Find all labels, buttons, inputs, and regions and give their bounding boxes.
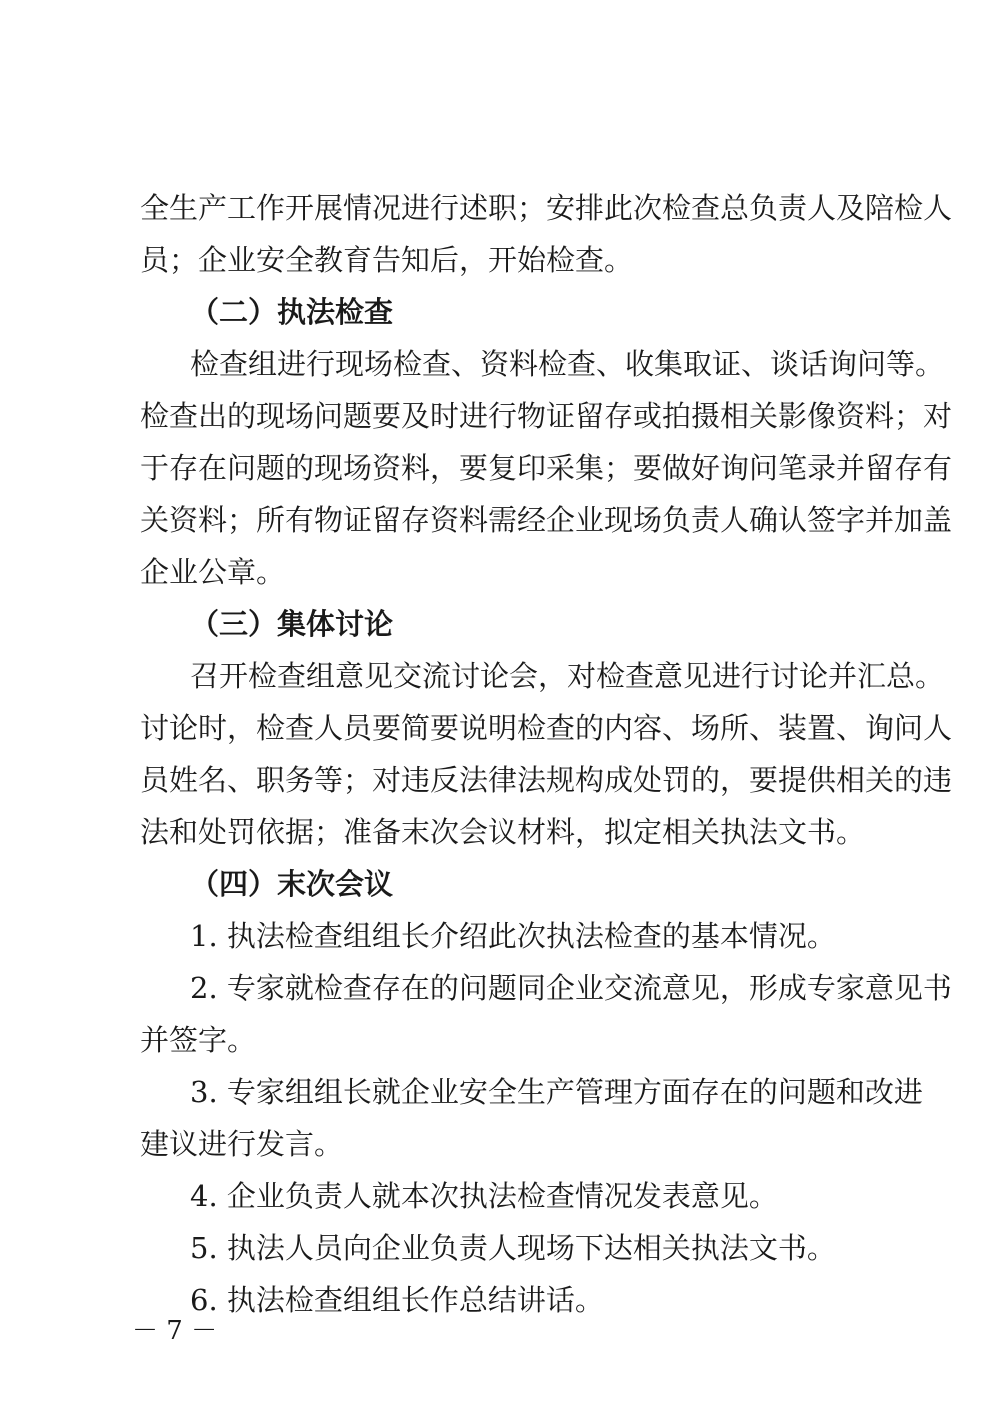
list-item: 6. 执法检查组组长作总结讲话。 bbox=[190, 1283, 604, 1317]
body-line: 检查组进行现场检查、资料检查、收集取证、谈话询问等。 bbox=[190, 347, 945, 381]
body-line: 员；企业安全教育告知后，开始检查。 bbox=[140, 243, 634, 277]
list-item: 4. 企业负责人就本次执法检查情况发表意见。 bbox=[190, 1179, 778, 1213]
section-heading: （二）执法检查 bbox=[190, 295, 394, 329]
body-line: 讨论时，检查人员要简要说明检查的内容、场所、装置、询问人 bbox=[140, 711, 953, 745]
list-item-continuation: 建议进行发言。 bbox=[140, 1127, 344, 1161]
body-line: 法和处罚依据；准备末次会议材料，拟定相关执法文书。 bbox=[140, 815, 866, 849]
body-line: 检查出的现场问题要及时进行物证留存或拍摄相关影像资料；对 bbox=[140, 399, 953, 433]
list-item: 1. 执法检查组组长介绍此次执法检查的基本情况。 bbox=[190, 919, 836, 953]
section-heading: （四）末次会议 bbox=[190, 867, 394, 901]
list-item-continuation: 并签字。 bbox=[140, 1023, 257, 1057]
list-item: 5. 执法人员向企业负责人现场下达相关执法文书。 bbox=[190, 1231, 836, 1265]
body-line: 员姓名、职务等；对违反法律法规构成处罚的，要提供相关的违 bbox=[140, 763, 953, 797]
body-line: 企业公章。 bbox=[140, 555, 286, 589]
list-item: 3. 专家组组长就企业安全生产管理方面存在的问题和改进 bbox=[190, 1075, 923, 1109]
document-body bbox=[140, 182, 953, 1326]
section-heading: （三）集体讨论 bbox=[190, 607, 394, 641]
body-line: 关资料；所有物证留存资料需经企业现场负责人确认签字并加盖 bbox=[140, 503, 953, 537]
body-line: 全生产工作开展情况进行述职；安排此次检查总负责人及陪检人 bbox=[140, 191, 953, 225]
body-line: 召开检查组意见交流讨论会，对检查意见进行讨论并汇总。 bbox=[190, 659, 945, 693]
list-item: 2. 专家就检查存在的问题同企业交流意见，形成专家意见书 bbox=[190, 971, 952, 1005]
page-number: － 7 － bbox=[132, 1316, 218, 1346]
body-line: 于存在问题的现场资料，要复印采集；要做好询问笔录并留存有 bbox=[140, 451, 953, 485]
